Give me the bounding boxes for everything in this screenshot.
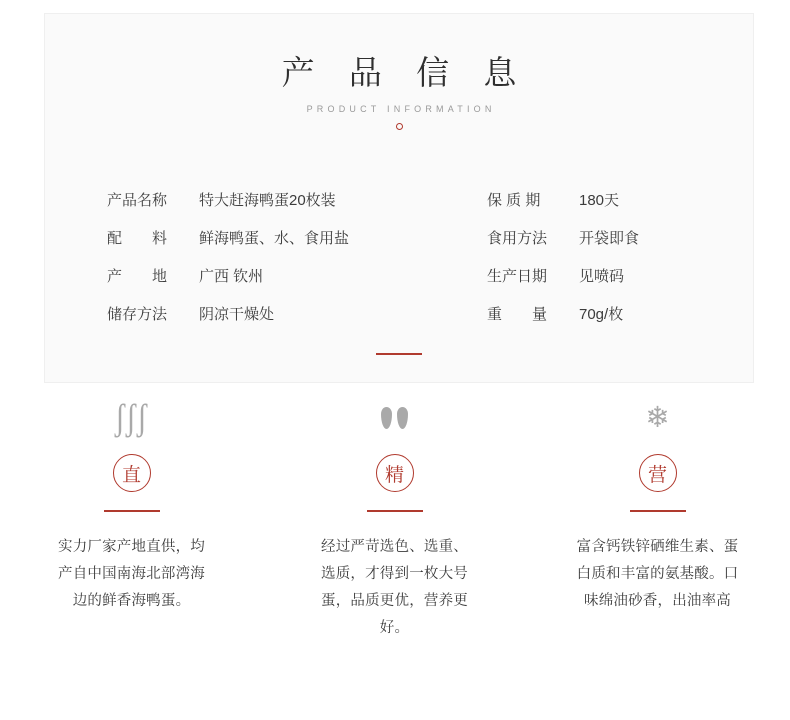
card-title-block <box>45 14 753 130</box>
spec-column-right <box>487 189 747 341</box>
feature-description: 实力厂家产地直供，均产自中国南海北部湾海边的鲜香海鸭蛋。 <box>58 539 205 609</box>
spec-value: 见喷码 <box>579 268 625 285</box>
spec-row <box>487 227 747 248</box>
spec-row <box>107 189 487 210</box>
steam-icon <box>0 392 263 444</box>
droplets-icon-glyph <box>381 407 408 429</box>
spec-value: 70g/枚 <box>579 306 624 323</box>
spec-row <box>107 303 487 324</box>
feature-badge: 营 <box>639 454 677 492</box>
title-dot-ornament <box>396 123 403 130</box>
page-subtitle: PRODUCT INFORMATION <box>306 104 496 115</box>
feature-description: 经过严苛选色、选重、选质，才得到一枚大号蛋，品质更优，营养更好。 <box>321 539 468 636</box>
spec-value: 特大赶海鸭蛋20枚装 <box>199 192 336 209</box>
spec-value: 开袋即食 <box>579 230 640 247</box>
droplets-icon <box>263 392 526 444</box>
card-accent-rule <box>376 353 422 355</box>
spec-value: 阴凉干燥处 <box>199 306 275 323</box>
spec-value: 广西 钦州 <box>199 268 264 285</box>
snowflake-icon <box>526 392 789 444</box>
spec-row <box>487 265 747 286</box>
steam-icon-glyph: ʃʃʃ <box>115 396 148 438</box>
spec-label: 产品名称 <box>107 192 168 209</box>
feature-badge: 直 <box>113 454 151 492</box>
feature-item-direct <box>0 392 263 642</box>
spec-row <box>487 303 747 324</box>
feature-accent-rule <box>367 510 423 512</box>
drop-shape <box>397 407 408 429</box>
feature-item-selected <box>263 392 526 642</box>
spec-column-left <box>107 189 487 341</box>
spec-label: 配 料 <box>107 230 168 247</box>
spec-label: 保 质 期 <box>487 192 541 209</box>
page-title: 产 品 信 息 <box>281 56 530 92</box>
spec-row <box>107 265 487 286</box>
snowflake-icon-glyph: ❄ <box>645 401 670 434</box>
drop-shape <box>381 407 392 429</box>
spec-label: 产 地 <box>107 268 168 285</box>
spec-label: 重 量 <box>487 306 548 323</box>
feature-description: 富含钙铁锌硒维生素、蛋白质和丰富的氨基酸。口味绵油砂香，出油率高 <box>576 539 739 609</box>
feature-badge: 精 <box>376 454 414 492</box>
spec-label: 食用方法 <box>487 230 548 247</box>
spec-table <box>45 189 753 341</box>
feature-accent-rule <box>104 510 160 512</box>
spec-label: 生产日期 <box>487 268 548 285</box>
spec-value: 鲜海鸭蛋、水、食用盐 <box>199 230 350 247</box>
product-info-card <box>44 13 754 383</box>
feature-item-nutrition <box>526 392 789 642</box>
spec-label: 储存方法 <box>107 306 168 323</box>
spec-row <box>107 227 487 248</box>
spec-value: 180天 <box>579 192 620 209</box>
feature-accent-rule <box>630 510 686 512</box>
feature-row <box>0 392 790 642</box>
spec-row <box>487 189 747 210</box>
